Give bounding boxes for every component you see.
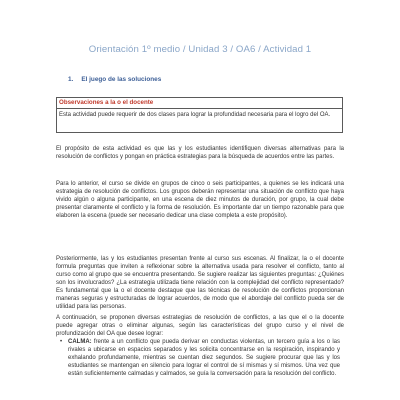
paragraph-groups: Para lo anterior, el curso se divide en grupos de cinco o seis participantes, a quienes se les indicará una estrategia de resolución de conflictos. Los grupos deberán representar una situación de conflicto que haya vivido algún o alguna participante, en una escena de diez minutos de duración, por grupo, la cual debe presentar claramente el conflicto y la forma de resolución. Es importante dar un tiempo razonable para que elaboren la escena (puede ser necesario dedicar una clase completa a este propósito). bbox=[56, 181, 344, 219]
paragraph-purpose: El propósito de esta actividad es que las y los estudiantes identifiquen diversas alternativas para la resolución de conflictos y pongan en práctica estrategias para la búsqueda de acuerdos entre las partes. bbox=[56, 146, 344, 160]
paragraph-strategies: A continuación, se proponen diversas estrategias de resolución de conflictos, a las que el o la docente puede agregar otras o eliminar algunas, según las características del grupo curso y el nivel de profundización del OA que desee lograr: bbox=[56, 315, 344, 337]
strategy-label: CALMA: bbox=[68, 339, 92, 345]
list-item bbox=[60, 338, 340, 378]
section-heading-text: El juego de las soluciones bbox=[81, 76, 162, 83]
section-heading bbox=[68, 76, 161, 83]
bullet-icon: • bbox=[60, 339, 63, 345]
teacher-note-body: Esta actividad puede requerir de dos clases para lograr la profundidad necesaria para el logro del OA. bbox=[59, 112, 331, 118]
page-header-title: Orientación 1º medio / Unidad 3 / OA6 / Actividad 1 bbox=[88, 44, 312, 55]
paragraph-presentation: Posteriormente, las y los estudiantes presentan frente al curso sus escenas. Al finalizar, la o el docente formula preguntas que inviten a reflexionar sobre la alternativa usada para resolver el conflicto, tanto al curso como al grupo que se encuentra presentando. Se sugiere realizar las siguientes preguntas: ¿Quiénes son los involucrados? ¿La estrategia utilizada tiene relación con la complejidad del conflicto representado? Es fundamental que la o el docente destaque que las técnicas de resolución de conflictos proporcionan maneras seguras y estructuradas de lograr acuerdos, de modo que el abordaje del conflicto pueda ser de utilidad para las personas. bbox=[56, 256, 344, 310]
strategy-text: frente a un conflicto que pueda derivar en conductas violentas, un tercero guía a los o las rivales a ubicarse en espacios separados y les solicita concentrarse en la respiración, inspirando y exhalando profundamente, mientras se cuentan diez segundos. Se sugiere procurar que las y los estudiantes se mantengan en silencio para lograr el control de sí mismas y sí mismos. Una vez que están suficientemente calmadas y calmados, se guía la conversación para la resolución del conflicto. bbox=[68, 339, 340, 377]
section-number: 1. bbox=[68, 76, 74, 83]
teacher-note-box bbox=[56, 97, 343, 133]
teacher-note-heading: Observaciones a la o el docente bbox=[57, 98, 342, 109]
